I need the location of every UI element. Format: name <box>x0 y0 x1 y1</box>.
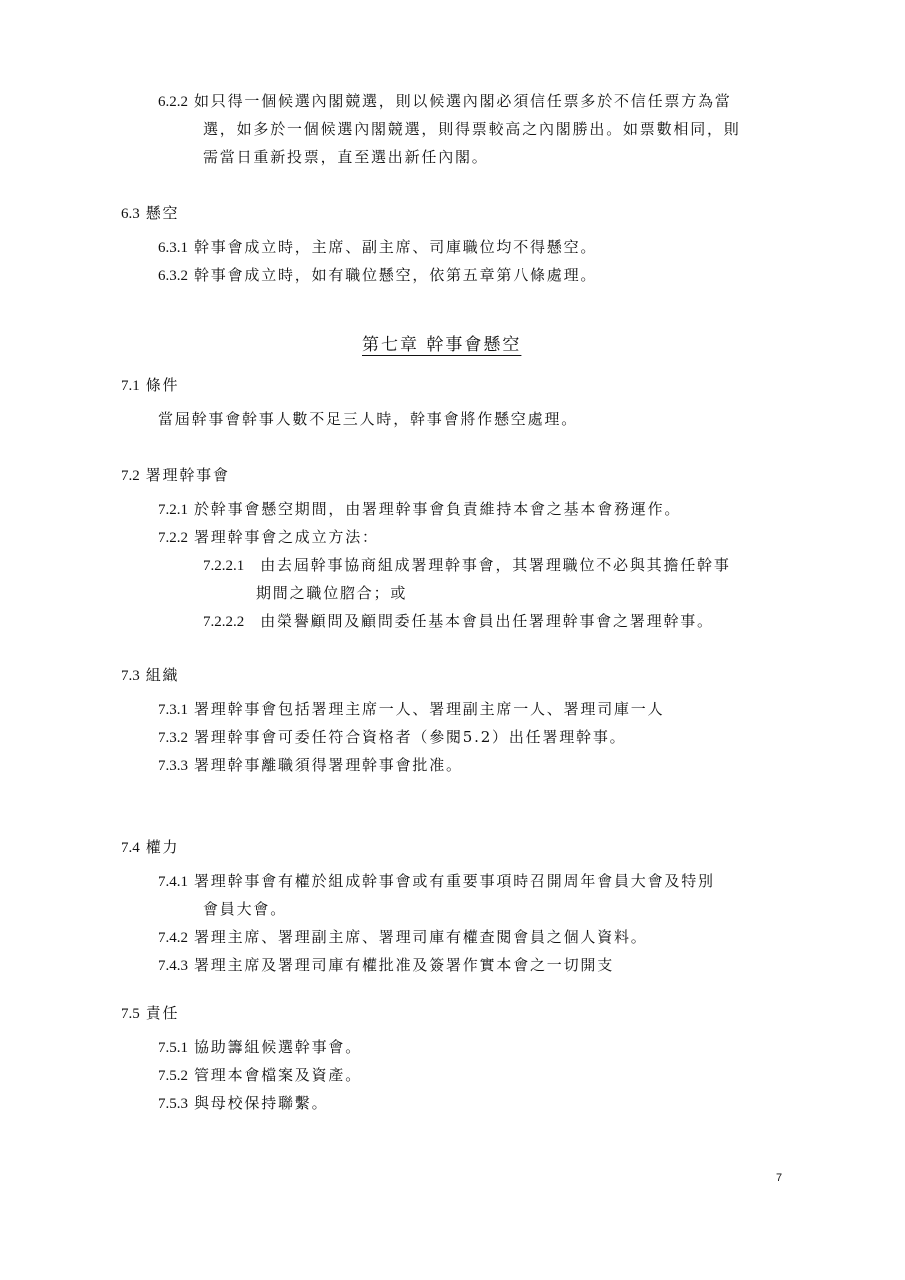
section-number: 6.3 <box>121 206 140 222</box>
clause-7-3-2 <box>158 726 626 747</box>
clause-7-2-1 <box>158 498 681 519</box>
clause-6-3-1 <box>158 236 597 257</box>
clause-7-5-3 <box>158 1092 328 1113</box>
clause-text: 如只得一個候選內閣競選，則以候選內閣必須信任票多於不信任票方為當 <box>194 92 732 110</box>
subclause-number: 7.2.2.1 <box>203 558 245 574</box>
clause-7-3-3 <box>158 754 463 775</box>
clause-text: 署理幹事會有權於組成幹事會或有重要事項時召開周年會員大會及特別 <box>194 872 715 890</box>
section-number: 7.3 <box>121 668 140 684</box>
clause-number: 7.5.2 <box>158 1068 188 1084</box>
clause-7-4-1-line-2: 會員大會。 <box>203 900 288 918</box>
clause-6-3-2 <box>158 264 597 285</box>
clause-number: 7.3.2 <box>158 730 188 746</box>
chapter-title: 第七章 幹事會懸空 <box>362 335 522 355</box>
clause-number: 7.2.1 <box>158 502 188 518</box>
clause-7-5-2 <box>158 1064 362 1085</box>
clause-7-5-1 <box>158 1036 362 1057</box>
subclause-text: 由榮譽顧問及顧問委任基本會員出任署理幹事會之署理幹事。 <box>260 612 714 630</box>
clause-text: 於幹事會懸空期間，由署理幹事會負責維持本會之基本會務運作。 <box>194 500 682 518</box>
clause-number: 6.3.2 <box>158 268 188 284</box>
section-title: 責任 <box>145 1004 180 1022</box>
subclause-7-2-2-1-line-1 <box>203 554 731 575</box>
clause-number: 7.4.3 <box>158 958 188 974</box>
subclause-number: 7.2.2.2 <box>203 614 245 630</box>
subclause-text: 由去屆幹事協商組成署理幹事會，其署理職位不必與其擔任幹事 <box>260 556 731 574</box>
clause-number: 7.3.3 <box>158 758 188 774</box>
clause-7-3-1 <box>158 698 664 719</box>
clause-text: 協助籌組候選幹事會。 <box>194 1038 363 1056</box>
clause-text: 署理幹事會可委任符合資格者（參閱5.2）出任署理幹事。 <box>194 728 627 746</box>
clause-number: 6.3.1 <box>158 240 188 256</box>
section-heading-7-4 <box>121 836 179 857</box>
clause-text: 署理幹事會包括署理主席一人、署理副主席一人、署理司庫一人 <box>194 700 665 718</box>
clause-text: 與母校保持聯繫。 <box>194 1094 329 1112</box>
section-heading-7-5 <box>121 1002 179 1023</box>
clause-6-2-2-line-1 <box>158 90 732 111</box>
clause-text: 署理幹事離職須得署理幹事會批准。 <box>194 756 463 774</box>
clause-number: 7.2.2 <box>158 530 188 546</box>
clause-text: 署理主席及署理司庫有權批准及簽署作實本會之一切開支 <box>194 956 615 974</box>
clause-6-2-2-line-3: 需當日重新投票，直至選出新任內閣。 <box>203 148 489 166</box>
clause-7-4-3 <box>158 954 614 975</box>
clause-text: 署理主席、署理副主席、署理司庫有權查閱會員之個人資料。 <box>194 928 648 946</box>
section-heading-6-3 <box>121 202 179 223</box>
subclause-7-2-2-1-line-2: 期間之職位脗合；或 <box>256 584 408 602</box>
section-title: 條件 <box>145 376 180 394</box>
section-heading-7-3 <box>121 664 179 685</box>
section-number: 7.5 <box>121 1006 140 1022</box>
section-title: 權力 <box>145 838 180 856</box>
clause-text: 署理幹事會之成立方法： <box>194 528 379 546</box>
clause-6-2-2-line-2: 選，如多於一個候選內閣競選，則得票較高之內閣勝出。如票數相同，則 <box>203 120 741 138</box>
clause-7-2-2 <box>158 526 379 547</box>
clause-text: 幹事會成立時，如有職位懸空，依第五章第八條處理。 <box>194 266 598 284</box>
section-number: 7.4 <box>121 840 140 856</box>
section-number: 7.2 <box>121 468 140 484</box>
clause-number: 7.4.1 <box>158 874 188 890</box>
section-title: 組織 <box>145 666 180 684</box>
clause-7-4-2 <box>158 926 648 947</box>
clause-number: 7.4.2 <box>158 930 188 946</box>
section-heading-7-2 <box>121 464 230 485</box>
clause-text: 管理本會檔案及資產。 <box>194 1066 363 1084</box>
clause-number: 7.3.1 <box>158 702 188 718</box>
clause-number: 7.5.1 <box>158 1040 188 1056</box>
clause-text: 幹事會成立時，主席、副主席、司庫職位均不得懸空。 <box>194 238 598 256</box>
section-title: 懸空 <box>145 204 180 222</box>
paragraph-7-1: 當屆幹事會幹事人數不足三人時，幹事會將作懸空處理。 <box>158 410 579 428</box>
subclause-7-2-2-2 <box>203 610 714 631</box>
section-heading-7-1 <box>121 374 179 395</box>
section-number: 7.1 <box>121 378 140 394</box>
clause-7-4-1-line-1 <box>158 870 715 891</box>
page-number: 7 <box>776 1172 783 1184</box>
clause-number: 6.2.2 <box>158 94 188 110</box>
clause-number: 7.5.3 <box>158 1096 188 1112</box>
section-title: 署理幹事會 <box>145 466 230 484</box>
